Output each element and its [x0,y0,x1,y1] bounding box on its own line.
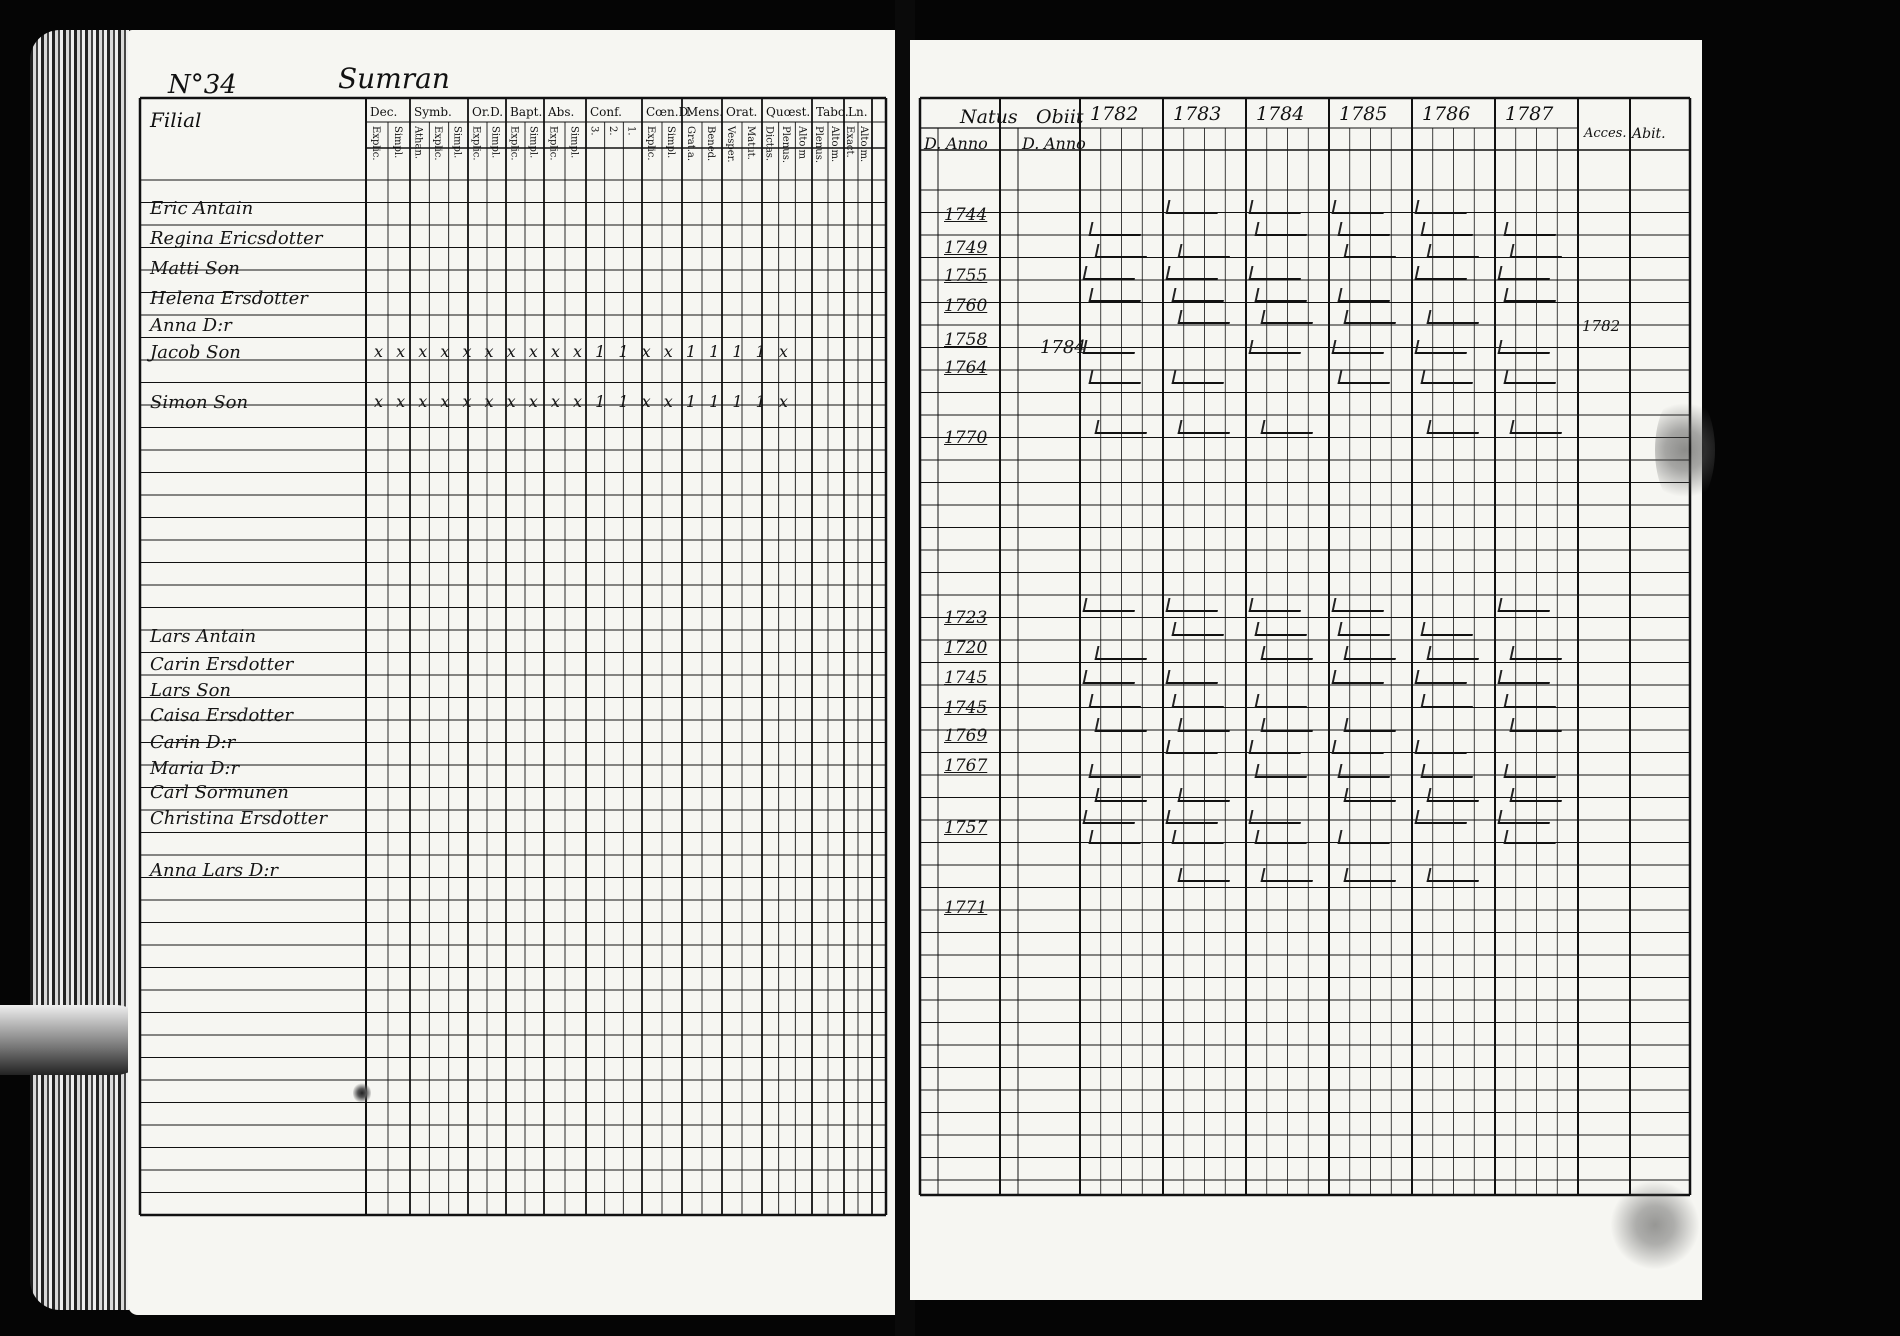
exam-tally-mark [1332,200,1387,214]
column-subheader: Alto.m [796,126,808,159]
exam-tally-mark [1083,266,1138,280]
exam-tally-mark [1427,244,1482,258]
exam-tally-mark [1427,868,1482,882]
name-entry: Anna D:r [150,315,232,336]
exam-tally-mark [1095,718,1150,732]
column-header-4: Bapt. [510,105,543,119]
birth-year-entry: 1745 [944,698,988,718]
birth-year-entry: 1771 [944,898,988,918]
exam-tally-mark [1249,598,1304,612]
right-page [910,40,1702,1300]
exam-tally-mark [1172,288,1227,302]
exam-tally-mark [1089,370,1144,384]
name-entry: Lars Antain [150,626,257,647]
exam-tally-mark [1261,420,1316,434]
exam-tally-mark [1427,420,1482,434]
natus-day-header: D. [924,134,942,153]
name-entry: Christina Ersdotter [150,808,328,829]
exam-tally-mark [1338,288,1393,302]
name-entry: Maria D:r [150,758,240,779]
exam-tally-mark [1415,200,1470,214]
exam-tally-mark [1178,244,1233,258]
exam-tally-mark [1249,340,1304,354]
column-header-12: Ln. [848,105,868,119]
exam-tally-mark [1498,810,1553,824]
page-damage [1610,1180,1700,1270]
exam-tally-mark [1166,200,1221,214]
column-header-3: Or.D. [472,105,504,119]
birth-year-entry: 1764 [944,358,988,378]
exam-tally-mark [1178,788,1233,802]
birth-year-entry: 1770 [944,428,988,448]
filial-label: Filial [150,108,202,132]
obiit-day-header: D. [1022,134,1040,153]
natus-header: Natus [960,106,1018,128]
year-header: 1785 [1339,103,1388,125]
exam-tally-mark [1178,718,1233,732]
exam-tally-mark [1095,420,1150,434]
column-subheader: Matut. [745,126,756,160]
exam-tally-mark [1095,788,1150,802]
exam-tally-mark [1089,288,1144,302]
exam-tally-mark [1095,646,1150,660]
name-entry: Simon Son [150,392,249,413]
birth-year-entry: 1755 [944,266,988,286]
exam-tally-mark [1255,830,1310,844]
birth-year-entry: 1769 [944,726,988,746]
year-header: 1784 [1256,103,1305,125]
exam-tally-mark [1166,598,1221,612]
exam-tally-mark [1083,670,1138,684]
column-subheader: 3. [588,126,600,136]
exam-tally-mark [1089,222,1144,236]
birth-year-entry: 1749 [944,238,988,258]
column-subheader: Plenus. [813,126,824,164]
column-header-9: Orat. [726,105,758,119]
accessit-header: Acces. [1584,126,1627,141]
left-page [128,30,903,1315]
column-subheader: Simpl. [568,126,580,159]
column-subheader: Grat.a. [685,126,696,162]
exam-tally-mark [1415,266,1470,280]
obiit-year-header: Anno [1044,134,1086,153]
exam-tally-mark [1344,310,1399,324]
column-subheader: Alto.m. [829,126,840,163]
name-entry: Carin Ersdotter [150,654,294,675]
exam-tally-mark [1415,670,1470,684]
column-header-7: Cœn.D. [646,105,692,119]
name-entry: Helena Ersdotter [150,288,308,309]
exam-tally-mark [1255,622,1310,636]
column-subheader: Simpl. [665,126,676,159]
exam-tally-mark [1498,598,1553,612]
column-header-10: Quœst. [766,105,811,119]
exam-tally-mark [1421,764,1476,778]
ink-blot [353,1082,371,1104]
column-subheader: Alto.m. [858,126,869,163]
exam-tally-mark [1415,340,1470,354]
exam-tally-mark [1083,810,1138,824]
exam-tally-mark [1427,310,1482,324]
column-subheader: Vesper. [725,126,736,163]
exam-tally-mark [1172,830,1227,844]
book-binding [30,30,140,1310]
name-entry: Eric Antain [150,198,254,219]
column-header-6: Conf. [590,105,622,119]
exam-tally-mark [1344,788,1399,802]
exam-tally-mark [1338,370,1393,384]
column-subheader: Explic. [370,126,381,161]
exam-tally-mark [1421,370,1476,384]
year-header: 1787 [1505,103,1554,125]
exam-tally-mark [1178,420,1233,434]
year-header: 1782 [1090,103,1139,125]
exam-tally-mark [1344,646,1399,660]
exam-tally-mark [1089,694,1144,708]
birth-year-entry: 1767 [944,756,988,776]
page-damage [1655,390,1715,510]
exam-tally-mark [1510,718,1565,732]
column-subheader: Explic. [547,126,559,161]
column-header-5: Abs. [548,105,575,119]
birth-year-entry: 1744 [944,205,988,225]
column-subheader: Explic. [508,126,520,161]
year-header: 1783 [1173,103,1222,125]
exam-mark-row: x x x x x x x x x x 1 1 x x 1 1 1 1 x [374,392,792,411]
exam-tally-mark [1504,830,1559,844]
column-subheader: 1. [625,126,637,136]
exam-tally-mark [1255,288,1310,302]
page-number: N°34 [168,70,237,100]
exam-tally-mark [1421,694,1476,708]
exam-tally-mark [1338,830,1393,844]
abiit-header: Abit. [1632,126,1666,142]
exam-tally-mark [1172,622,1227,636]
name-entry: Caisa Ersdotter [150,705,294,726]
column-header-8: Mens. [686,105,724,119]
exam-tally-mark [1261,868,1316,882]
column-subheader: Simpl. [527,126,539,159]
column-header-11: Tabo. [816,105,849,119]
obiit-entry: 1784 [1040,337,1086,358]
column-subheader: Simpl. [489,126,501,159]
column-subheader: Plenus. [780,126,791,164]
name-entry: Carl Sormunen [150,782,289,803]
exam-tally-mark [1504,370,1559,384]
column-subheader: 2. [607,126,618,136]
exam-tally-mark [1261,646,1316,660]
birth-year-entry: 1760 [944,296,988,316]
exam-tally-mark [1089,764,1144,778]
name-entry: Regina Ericsdotter [150,228,323,249]
exam-tally-mark [1083,340,1138,354]
column-subheader: Athan. [412,126,424,160]
column-subheader: Bened. [705,126,716,162]
accessit-entry: 1782 [1582,317,1621,335]
exam-tally-mark [1415,740,1470,754]
exam-tally-mark [1427,788,1482,802]
exam-tally-mark [1510,646,1565,660]
name-entry: Carin D:r [150,732,236,753]
exam-tally-mark [1498,340,1553,354]
exam-tally-mark [1089,830,1144,844]
column-subheader: Simpl. [392,126,403,159]
column-subheader: Exact. [844,126,855,158]
exam-tally-mark [1338,222,1393,236]
birth-year-entry: 1745 [944,668,988,688]
column-subheader: Explic. [432,126,443,161]
exam-tally-mark [1510,788,1565,802]
column-header-1: Dec. [370,105,398,119]
exam-tally-mark [1504,694,1559,708]
exam-tally-mark [1249,266,1304,280]
exam-tally-mark [1504,288,1559,302]
exam-tally-mark [1421,622,1476,636]
exam-tally-mark [1083,598,1138,612]
exam-tally-mark [1498,670,1553,684]
exam-tally-mark [1332,670,1387,684]
birth-year-entry: 1720 [944,638,988,658]
exam-tally-mark [1338,622,1393,636]
exam-tally-mark [1332,340,1387,354]
exam-tally-mark [1510,420,1565,434]
column-header-2: Symb. [414,105,452,119]
column-subheader: Simpl. [451,126,463,159]
exam-tally-mark [1166,740,1221,754]
exam-tally-mark [1255,764,1310,778]
exam-tally-mark [1166,810,1221,824]
exam-tally-mark [1095,244,1150,258]
exam-tally-mark [1166,670,1221,684]
exam-tally-mark [1172,694,1227,708]
column-subheader: Explic. [645,126,656,161]
village-name: Sumran [338,62,450,95]
obiit-header: Obiit [1036,106,1084,128]
exam-tally-mark [1178,868,1233,882]
exam-mark-row: x x x x x x x x x x 1 1 x x 1 1 1 1 x [374,342,792,361]
year-header: 1786 [1422,103,1471,125]
exam-tally-mark [1332,598,1387,612]
exam-tally-mark [1166,266,1221,280]
exam-tally-mark [1249,200,1304,214]
birth-year-entry: 1757 [944,818,988,838]
exam-tally-mark [1261,310,1316,324]
exam-tally-mark [1249,740,1304,754]
exam-tally-mark [1338,764,1393,778]
exam-tally-mark [1255,222,1310,236]
name-entry: Matti Son [150,258,240,279]
exam-tally-mark [1178,310,1233,324]
exam-tally-mark [1255,694,1310,708]
name-entry: Jacob Son [150,342,241,363]
name-entry: Anna Lars D:r [150,860,278,881]
exam-tally-mark [1427,646,1482,660]
exam-tally-mark [1504,764,1559,778]
birth-year-entry: 1723 [944,608,988,628]
birth-year-entry: 1758 [944,330,988,350]
exam-tally-mark [1344,718,1399,732]
name-entry: Lars Son [150,680,232,701]
exam-tally-mark [1498,266,1553,280]
exam-tally-mark [1504,222,1559,236]
column-subheader: Explic. [470,126,482,161]
exam-tally-mark [1510,244,1565,258]
exam-tally-mark [1249,810,1304,824]
exam-tally-mark [1172,370,1227,384]
exam-tally-mark [1261,718,1316,732]
exam-tally-mark [1344,244,1399,258]
exam-tally-mark [1344,868,1399,882]
exam-tally-mark [1415,810,1470,824]
natus-year-header: Anno [946,134,988,153]
exam-tally-mark [1332,740,1387,754]
exam-tally-mark [1421,222,1476,236]
column-subheader: Dictas. [763,126,775,162]
